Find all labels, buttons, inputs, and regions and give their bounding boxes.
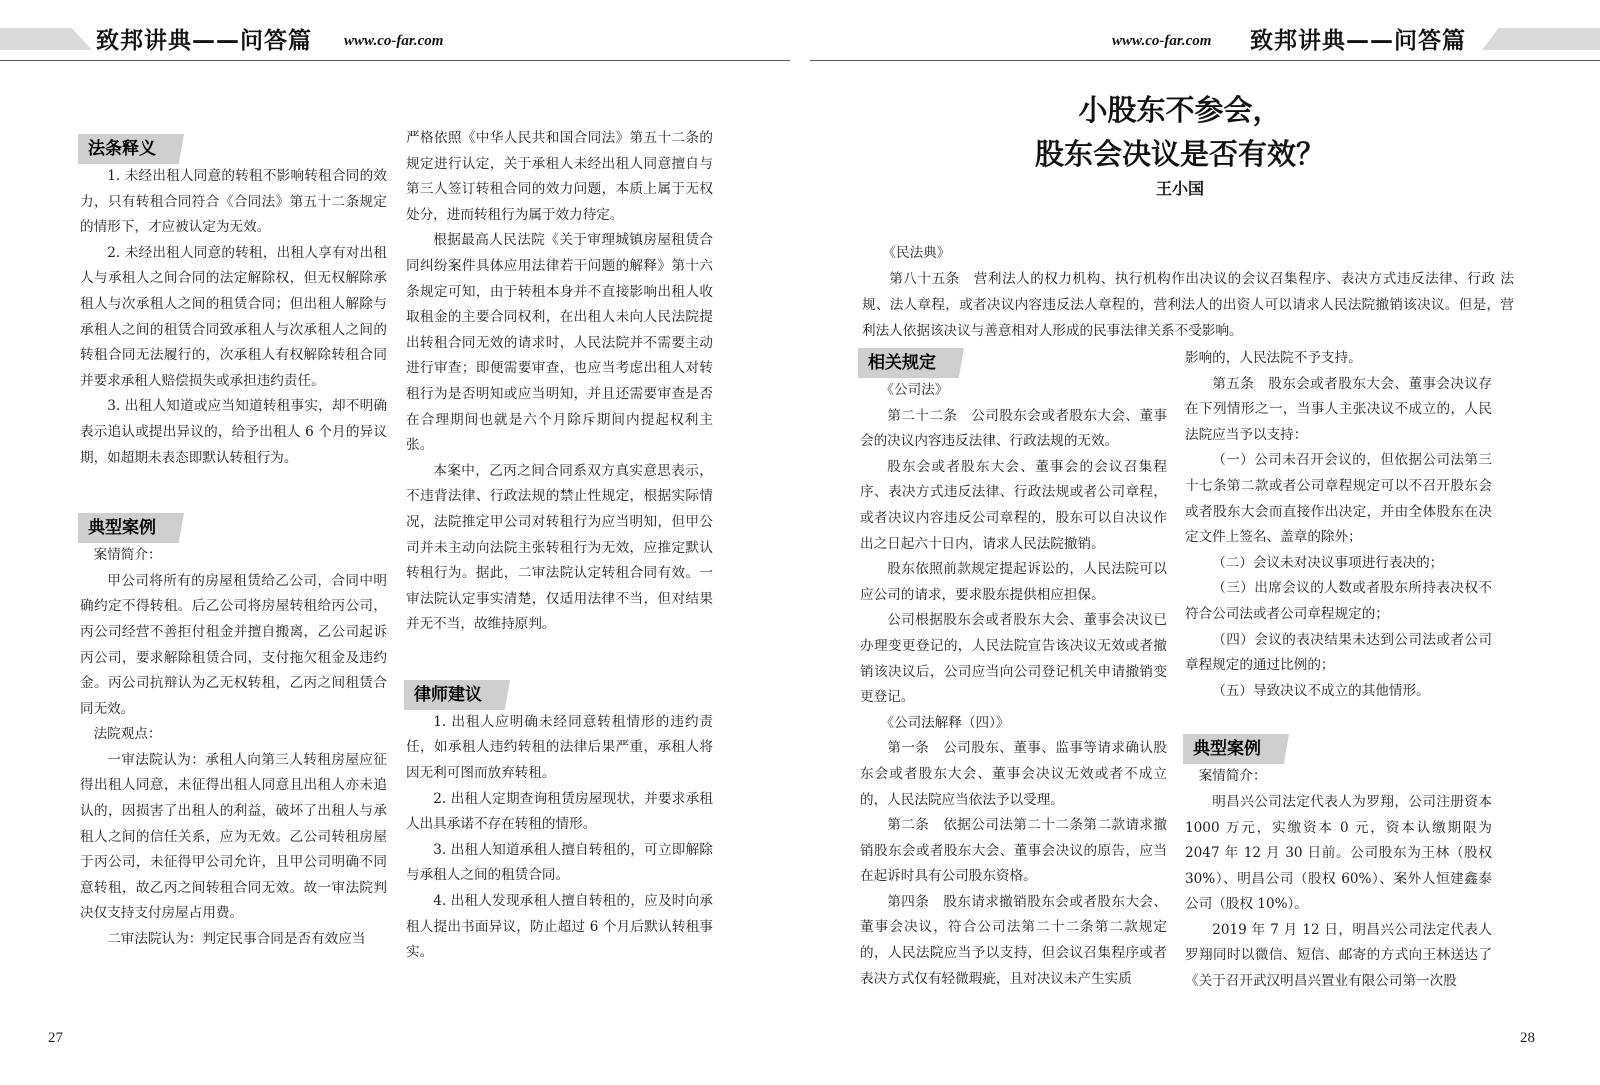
header-title-left: 致邦讲典——问答篇 xyxy=(96,28,312,54)
paragraph: 明昌兴公司法定代表人为罗翔，公司注册资本 1000 万元，实缴资本 0 元，资本认缴期限为 2047 年 12 月 30 日前。公司股东为王林（股权 30%）、明昌公司（股权 60%）、案外人恒建鑫泰公司（股权 10%）。 xyxy=(1185,793,1492,913)
header-url-right[interactable]: www.co-far.com xyxy=(1112,33,1212,49)
section-header: 相关规定 xyxy=(858,348,982,378)
header-title-right: 致邦讲典——问答篇 xyxy=(1250,28,1466,54)
paragraph: （三）出席会议的人数或者股东所持表决权不符合公司法或者公司章程规定的； xyxy=(1185,580,1492,622)
header-band-left xyxy=(0,28,92,50)
left-column-1 xyxy=(80,126,387,953)
paragraph: 3. 出租人知道或应当知道转租事实，却不明确表示追认或提出异议的，给予出租人 6 个月的异议期，如超期未表态即默认转租行为。 xyxy=(80,398,387,466)
right-column-2 xyxy=(1185,346,1492,995)
article-title-line1: 小股东不参会， xyxy=(1078,93,1282,127)
section-header: 法条释义 xyxy=(78,134,202,164)
article-title xyxy=(1010,88,1350,176)
paragraph: 严格依照《中华人民共和国合同法》第五十二条的规定进行认定，关于承租人未经出租人同意擅自与第三人签订转租合同的效力问题，本质上属于无权处分，进而转租行为属于效力待定。 xyxy=(406,130,713,223)
paragraph: 3. 出租人知道承租人擅自转租的，可立即解除与承租人之间的租赁合同。 xyxy=(406,841,713,884)
page-number-left: 27 xyxy=(48,1030,63,1046)
paragraph: 4. 出租人发现承租人擅自转租的，应及时向承租人提出书面异议，防止超过 6 个月后默认转租事实。 xyxy=(406,893,713,961)
paragraph: 第二十二条 公司股东会或者股东大会、董事会的决议内容违反法律、行政法规的无效。 xyxy=(860,407,1167,450)
paragraph: 1. 出租人应明确未经同意转租情形的违约责任，如承租人违约转租的法律后果严重，承租人将因无利可图而放弃转租。 xyxy=(406,713,713,782)
page-number-right: 28 xyxy=(1520,1030,1535,1046)
paragraph: 第二条 依据公司法第二十二条第二款请求撤销股东会或者股东大会、董事会决议的原告，应当在起诉时具有公司股东资格。 xyxy=(860,817,1167,885)
section-header: 典型案例 xyxy=(78,513,202,543)
paragraph: （四）会议的表决结果未达到公司法或者公司章程规定的通过比例的； xyxy=(1185,631,1492,674)
paragraph: 2. 出租人定期查询租赁房屋现状，并要求承租人出具承诺不存在转租的情形。 xyxy=(406,790,713,833)
article-intro xyxy=(862,240,1514,344)
paragraph: （二）会议未对决议事项进行表决的； xyxy=(1212,554,1444,571)
left-column-2 xyxy=(406,126,713,966)
right-column-1 xyxy=(860,340,1167,992)
paragraph: 一审法院认为：承租人向第三人转租房屋应征得出租人同意，未征得出租人同意且出租人亦未追认的，因损害了出租人的利益，破坏了出租人与承租人之间的信任关系，应为无效。乙公司转租房屋于丙公司，未征得甲公司允许，且甲公司明确不同意转租，故乙丙之间转租合同无效。故一审法院判决仅支持支付房屋占用费。 xyxy=(80,751,387,922)
paragraph: 公司根据股东会或者股东大会、董事会决议已办理变更登记的，人民法院宣告该决议无效或者撤销该决议后，公司应当向公司登记机关申请撤销变更登记。 xyxy=(860,612,1167,706)
paragraph: 影响的，人民法院不予支持。 xyxy=(1185,350,1362,366)
paragraph: 第四条 股东请求撤销股东会或者股东大会、董事会决议，符合公司法第二十二条第二款规定的，人民法院应当予以支持，但会议召集程序或者表决方式仅有轻微瑕疵，且对决议未产生实质 xyxy=(860,893,1167,987)
header-rule-right xyxy=(810,60,1600,61)
paragraph: 本案中，乙丙之间合同系双方真实意思表示，不违背法律、行政法规的禁止性规定，根据实际情况，法院推定甲公司对转租行为应当明知，但甲公司并未主动向法院主张转租行为无效，应推定默认转租行为。据此，二审法院认定转租合同有效。一审法院认定事实清楚，仅适用法律不当，但对结果并无不当，故维持原判。 xyxy=(406,462,713,633)
paragraph: 第五条 股东会或者股东大会、董事会决议存在下列情形之一，当事人主张决议不成立的，人民法院应当予以支持： xyxy=(1185,375,1492,443)
header-url-left[interactable]: www.co-far.com xyxy=(344,33,444,49)
section-header: 律师建议 xyxy=(404,680,528,710)
paragraph: 案情简介： xyxy=(1198,768,1267,785)
paragraph: 根据最高人民法院《关于审理城镇房屋租赁合同纠纷案件具体应用法律若干问题的解释》第十六条规定可知，由于转租本身并不直接影响出租人收取租金的主要合同权利，在出租人未向人民法院提出转租合同无效的请求时，人民法院并不需要主动进行审查；即便需要审查，也应当考虑出租人对转租行为是否明知或应当明知，并且还需要审查是否在合理期间也就是六个月除斥期间内提起权利主张。 xyxy=(406,232,713,454)
paragraph: 二审法院认为：判定民事合同是否有效应当 xyxy=(107,931,366,948)
paragraph: 股东依照前款规定提起诉讼的，人民法院可以应公司的请求，要求股东提供相应担保。 xyxy=(860,561,1167,603)
section-header: 典型案例 xyxy=(1183,734,1307,764)
paragraph: 法院观点： xyxy=(93,726,162,743)
paragraph: 《公司法》 xyxy=(880,382,949,398)
paragraph: （一）公司未召开会议的，但依据公司法第三十七条第二款或者公司章程规定可以不召开股东会或者股东大会而直接作出决定，并由全体股东在决定文件上签名、盖章的除外； xyxy=(1185,452,1492,546)
paragraph: 案情简介： xyxy=(93,547,162,564)
paragraph: 2. 未经出租人同意的转租，出租人享有对出租人与承租人之间合同的法定解除权，但无权解除承租人与次承租人之间的租赁合同；但出租人解除与承租人之间的租赁合同致承租人与次承租人之间的转租合同无法履行的，次承租人有权解除转租合同并要求承租人赔偿损失或承担违约责任。 xyxy=(80,244,387,389)
article-title-line2: 股东会决议是否有效？ xyxy=(1034,137,1325,171)
paragraph: 《民法典》 xyxy=(882,245,951,261)
paragraph: 《公司法解释（四）》 xyxy=(880,714,1010,731)
paragraph: 2019 年 7 月 12 日，明昌兴公司法定代表人罗翔同时以微信、短信、邮寄的方式向王林送达了《关于召开武汉明昌兴置业有限公司第一次股 xyxy=(1185,921,1492,990)
article-author: 王小国 xyxy=(1155,179,1204,198)
paragraph: （五）导致决议不成立的其他情形。 xyxy=(1212,682,1430,699)
paragraph: 1. 未经出租人同意的转租不影响转租合同的效力，只有转租合同符合《合同法》第五十二条规定的情形下，才应被认定为无效。 xyxy=(80,168,387,236)
header-band-right xyxy=(1482,28,1600,50)
paragraph: 第一条 公司股东、董事、监事等请求确认股东会或者股东大会、董事会决议无效或者不成立的，人民法院应当依法予以受理。 xyxy=(860,740,1167,808)
header-rule-left xyxy=(0,60,790,61)
paragraph: 股东会或者股东大会、董事会的会议召集程序、表决方式违反法律、行政法规或者公司章程，或者决议内容违反公司章程的，股东可以自决议作出之日起六十日内，请求人民法院撤销。 xyxy=(860,458,1167,552)
paragraph: 甲公司将所有的房屋租赁给乙公司，合同中明确约定不得转租。后乙公司将房屋转租给丙公司，丙公司经营不善拒付租金并擅自搬离，乙公司起诉丙公司，要求解除租赁合同，支付拖欠租金及违约金。丙公司抗辩认为乙无权转租，乙丙之间租赁合同无效。 xyxy=(80,572,387,717)
paragraph: 第八十五条 营利法人的权力机构、执行机构作出决议的会议召集程序、表决方式违反法律、行政 法规、法人章程，或者决议内容违反法人章程的，营利法人的出资人可以请求人民法院撤销该决议。但是，营利法人依据该决议与善意相对人形成的民事法律关系不受影响。 xyxy=(862,271,1514,339)
